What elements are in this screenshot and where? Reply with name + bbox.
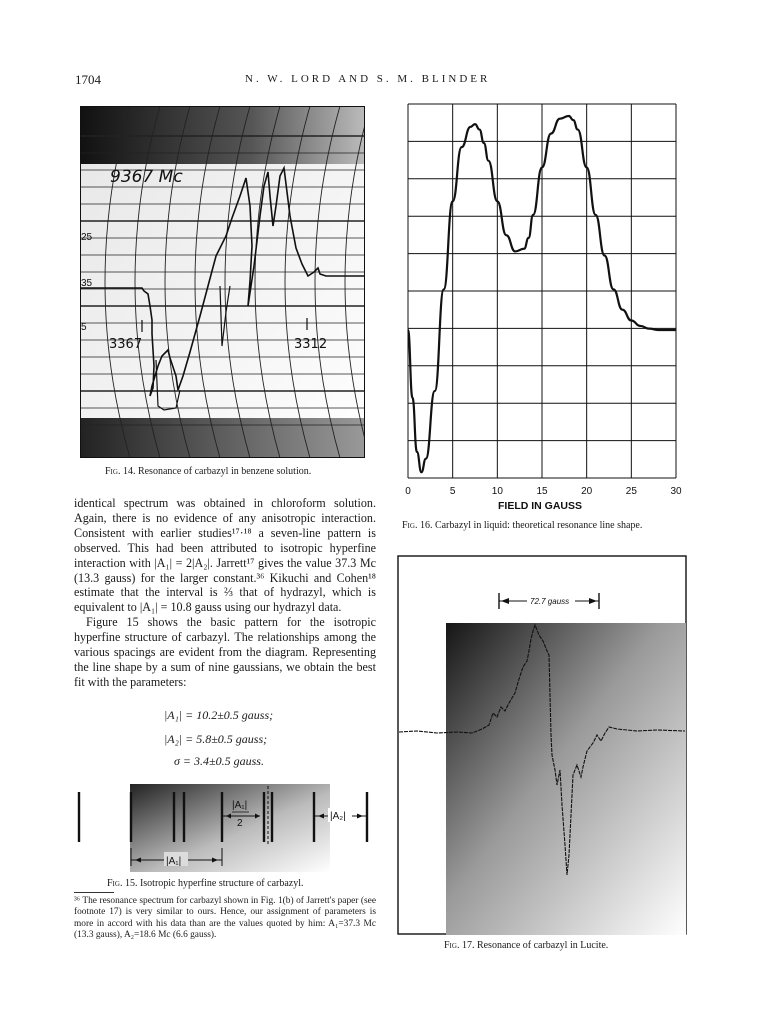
fig14-recorder-trace bbox=[80, 106, 365, 458]
fig16-chart bbox=[395, 96, 695, 516]
page-number: 1704 bbox=[75, 72, 101, 87]
fig15-label-a1-half-num: |A₁| bbox=[232, 800, 248, 811]
fig15-caption-label: Fig. 15. bbox=[107, 878, 138, 889]
figure-14 bbox=[80, 106, 365, 458]
fig16-x-tick-label: 5 bbox=[449, 486, 456, 497]
fig15-caption bbox=[107, 878, 387, 889]
fig17-caption bbox=[444, 940, 704, 951]
fig14-grid-label-5: 5 bbox=[81, 322, 87, 333]
fig14-handwritten-left-field: 3367 bbox=[109, 337, 143, 352]
fig14-handwritten-right-field: 3312 bbox=[294, 337, 328, 352]
footnote-36: ³⁶ The resonance spectrum for carbazyl shown in Fig. 1(b) of Jarrett's paper (see footnote 17) is very similar to ours. Hence, our assignment of parameters is more in accord with his data than are the values quoted by him: A₁=37.3 Mc (13.3 gauss), A₂=18.6 Mc (6.6 gauss). bbox=[74, 896, 376, 940]
fig17-caption-text: Resonance of carbazyl in Lucite. bbox=[476, 940, 609, 951]
figure-17 bbox=[397, 555, 687, 935]
figure-15 bbox=[74, 782, 384, 874]
fig14-caption-text: Resonance of carbazyl in benzene solution. bbox=[137, 466, 312, 477]
fig16-caption bbox=[402, 520, 702, 531]
fig16-caption-label: Fig. 16. bbox=[402, 520, 433, 531]
fig16-caption-text: Carbazyl in liquid: theoretical resonance line shape. bbox=[434, 520, 643, 531]
fig16-grid bbox=[408, 104, 676, 478]
equation-a2: |A₂| = 5.8±0.5 gauss; bbox=[164, 732, 268, 746]
fig14-caption-label: Fig. 14. bbox=[105, 466, 136, 477]
fig14-caption bbox=[105, 466, 385, 477]
equation-a1: |A₁| = 10.2±0.5 gauss; bbox=[164, 708, 274, 722]
fig15-label-a1-half-den: 2 bbox=[237, 818, 243, 829]
fig17-caption-label: Fig. 17. bbox=[444, 940, 475, 951]
footnote-rule bbox=[74, 892, 114, 893]
fig14-grid-label-35: 35 bbox=[81, 278, 93, 289]
fig15-label-a1: |A₁| bbox=[166, 856, 182, 867]
fig17-scale-label: 72.7 gauss bbox=[530, 597, 570, 606]
figure-16 bbox=[395, 96, 695, 516]
fig16-x-tick-label: 15 bbox=[536, 486, 548, 497]
running-head-authors: N. W. LORD AND S. M. BLINDER bbox=[245, 73, 491, 85]
equation-sigma: σ = 3.4±0.5 gauss. bbox=[174, 754, 264, 768]
fig16-x-tick-label: 20 bbox=[581, 486, 593, 497]
paragraph-2: Figure 15 shows the basic pattern for the isotropic hyperfine structure of carbazyl. The relationships among the various spacings are evident from the diagram. Representing the line shape by a sum of nine gaussians, we obtain the best fit with the parameters: bbox=[74, 615, 376, 689]
fig16-xlabel: FIELD IN GAUSS bbox=[497, 500, 583, 512]
fig16-x-tick-label: 25 bbox=[625, 486, 637, 497]
fig16-x-tick-label: 0 bbox=[405, 486, 411, 497]
body-text bbox=[74, 496, 376, 690]
fig15-caption-text: Isotropic hyperfine structure of carbazyl. bbox=[139, 878, 304, 889]
paragraph-1: identical spectrum was obtained in chloroform solution. Again, there is no evidence of any anisotropic interaction. Consistent with earlier studies¹⁷·¹⁸ a seven-line pattern is observed. This had been attributed to isotropic hyperfine interaction with |A₁| = 2|A₂|. Jarrett¹⁷ gives the value 37.3 Mc (13.3 gauss) for the larger constant.³⁶ Kikuchi and Cohen¹⁸ estimate that the interval is ⅔ that of hydrazyl, which is equivalent to |A₁| = 10.8 gauss using our hydrazyl data. bbox=[74, 496, 376, 615]
fig15-label-a2: |A₂| bbox=[330, 811, 346, 822]
fig16-x-tick-label: 10 bbox=[491, 486, 503, 497]
fig14-handwritten-frequency: 9367 Mc bbox=[110, 167, 183, 187]
fig16-x-tick-label: 30 bbox=[670, 486, 682, 497]
fig14-grid-label-25: 25 bbox=[81, 232, 93, 243]
